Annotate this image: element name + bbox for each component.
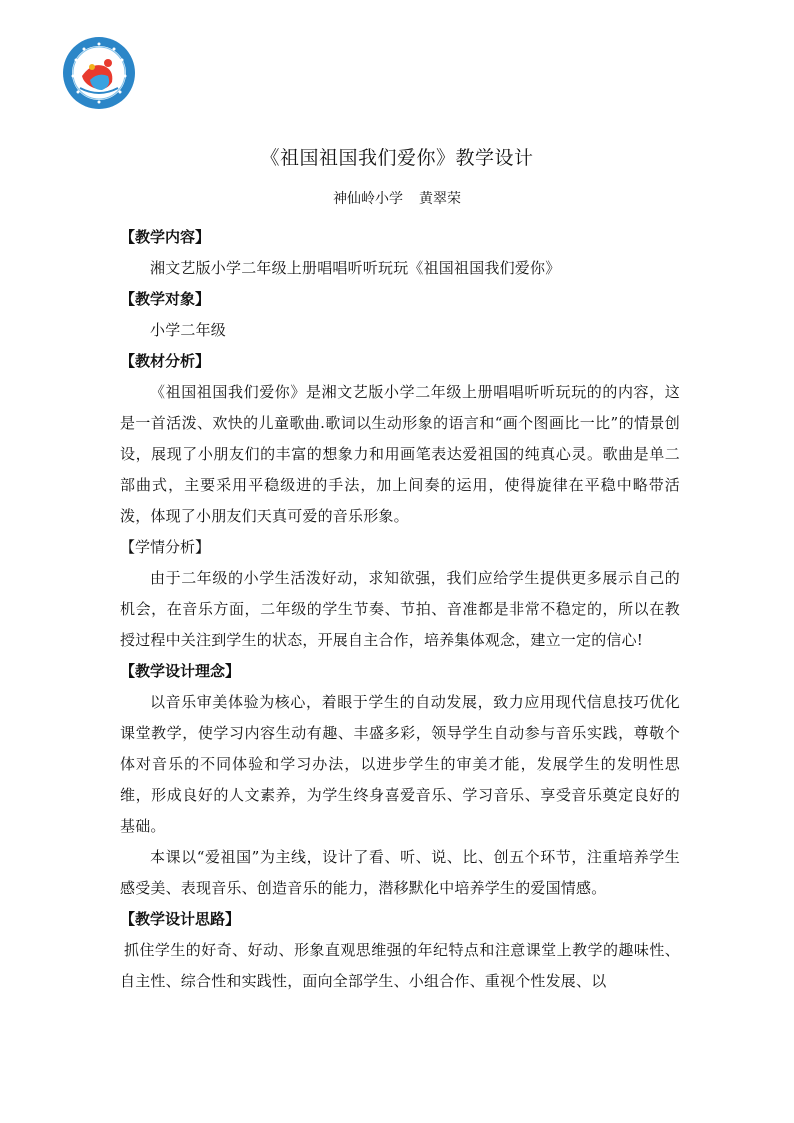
section-heading: 【教学内容】 xyxy=(120,228,211,246)
document-body xyxy=(120,222,680,997)
author-name: 黄翠荣 xyxy=(419,191,461,207)
section-paragraph: 《祖国祖国我们爱你》是湘文艺版小学二年级上册唱唱听听玩玩的的内容，这是一首活泼、欢快的儿童歌曲.歌词以生动形象的语言和“画个图画比一比”的情景创设，展现了小朋友们的丰富的想象力和用画笔表达爱祖国的纯真心灵。歌曲是单二部曲式，主要采用平稳级进的手法，加上间奏的运用，使得旋律在平稳中略带活泼，体现了小朋友们天真可爱的音乐形象。 xyxy=(120,383,680,525)
section-heading: 【教学对象】 xyxy=(120,290,211,308)
school-logo xyxy=(62,36,136,110)
section-paragraph: 以音乐审美体验为核心，着眼于学生的自动发展，致力应用现代信息技巧优化课堂教学，使学习内容生动有趣、丰盛多彩，领导学生自动参与音乐实践，尊敬个体对音乐的不同体验和学习办法，以进步学生的审美才能，发展学生的发明性思维，形成良好的人文素养，为学生终身喜爱音乐、学习音乐、享受音乐奠定良好的基础。 xyxy=(120,693,680,835)
section-heading: 【学情分析】 xyxy=(120,538,211,556)
section-heading: 【教学设计思路】 xyxy=(120,910,241,928)
school-emblem-icon xyxy=(62,36,136,110)
document-title: 《祖国祖国我们爱你》教学设计 xyxy=(260,147,534,169)
section-paragraph: 本课以“爱祖国”为主线，设计了看、听、说、比、创五个环节，注重培养学生感受美、表现音乐、创造音乐的能力，潜移默化中培养学生的爱国情感。 xyxy=(120,848,680,897)
section-paragraph: 由于二年级的小学生活泼好动，求知欲强，我们应给学生提供更多展示自己的机会，在音乐方面，二年级的学生节奏、节拍、音准都是非常不稳定的，所以在教授过程中关注到学生的状态，开展自主合作，培养集体观念，建立一定的信心! xyxy=(120,569,680,649)
section-heading: 【教材分析】 xyxy=(120,352,211,370)
author-line xyxy=(0,188,794,208)
section-paragraph: 抓住学生的好奇、好动、形象直观思维强的年纪特点和注意课堂上教学的趣味性、自主性、综合性和实践性，面向全部学生、小组合作、重视个性发展、以 xyxy=(120,941,680,990)
section-paragraph: 湘文艺版小学二年级上册唱唱听听玩玩《祖国祖国我们爱你》 xyxy=(150,259,561,277)
section-heading: 【教学设计理念】 xyxy=(120,662,241,680)
section-paragraph: 小学二年级 xyxy=(150,321,227,339)
author-school: 神仙岭小学 xyxy=(333,191,403,207)
